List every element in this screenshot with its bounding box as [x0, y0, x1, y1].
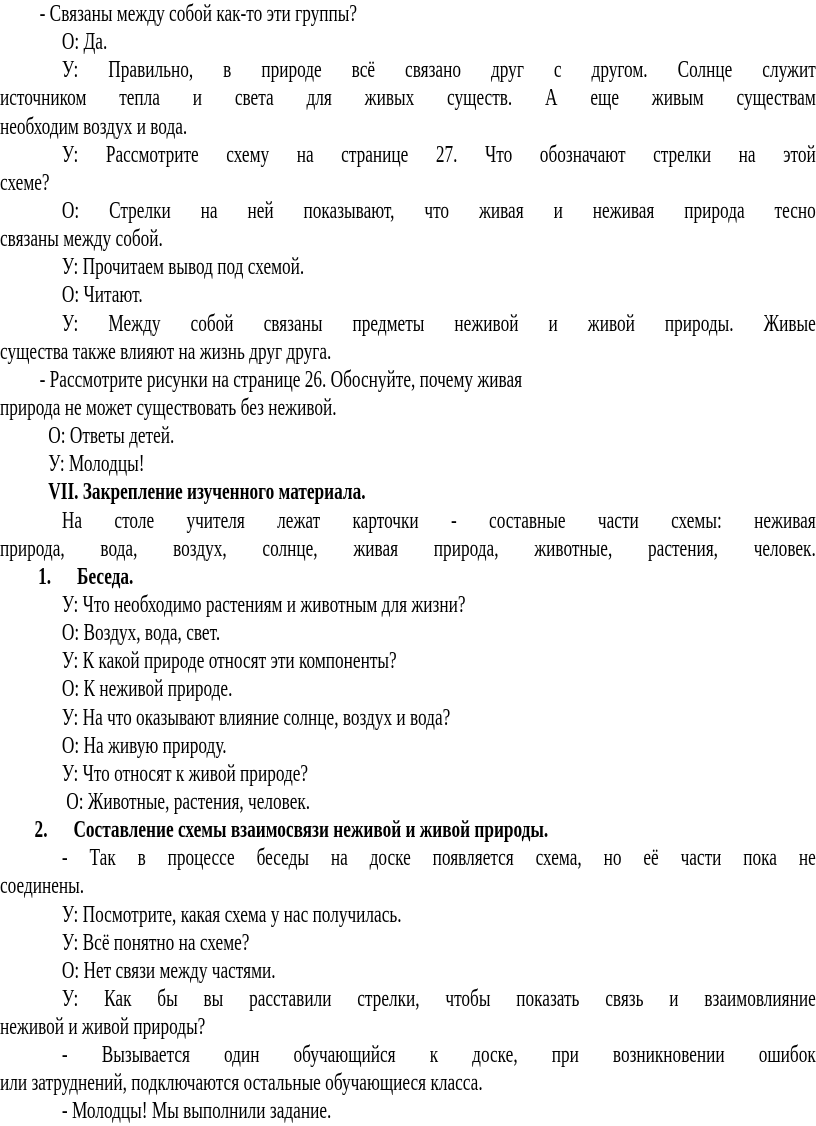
- paragraph-line: О: Воздух, вода, свет.: [61, 620, 221, 647]
- paragraph-line: У: Как бы вы расставили стрелки, чтобы показать связь и взаимовлияние: [61, 985, 816, 1012]
- paragraph-line: О: Ответы детей.: [48, 423, 175, 450]
- list-number: 2.: [34, 817, 48, 844]
- paragraph-line: природа, вода, воздух, солнце, живая природа, животные, растения, человек.: [0, 535, 816, 562]
- paragraph-line: У: Всё понятно на схеме?: [61, 929, 250, 956]
- paragraph-line: существа также влияют на жизнь друг друга.: [0, 338, 332, 365]
- paragraph-line: У: Что относят к живой природе?: [61, 760, 309, 787]
- section-heading: VII. Закрепление изученного материала.: [48, 479, 366, 506]
- paragraph-line: У: На что оказывают влияние солнце, воздух и вода?: [61, 704, 451, 731]
- paragraph-line: О: Стрелки на ней показывают, что живая и неживая природа тесно: [61, 197, 816, 224]
- paragraph-line: У: Посмотрите, какая схема у нас получилась.: [61, 901, 402, 928]
- paragraph-line: О: Да.: [61, 29, 108, 56]
- paragraph-line: О: К неживой природе.: [61, 676, 233, 703]
- paragraph-line: - Молодцы! Мы выполнили задание.: [61, 1098, 332, 1125]
- paragraph-line: О: Читают.: [61, 282, 143, 309]
- paragraph-line: необходим воздух и вода.: [0, 113, 188, 140]
- paragraph-line: У: К какой природе относят эти компоненты?: [61, 648, 397, 675]
- paragraph-line: - Вызывается один обучающийся к доске, при возникновении ошибок: [61, 1042, 816, 1069]
- paragraph-line: - Связаны между собой как-то эти группы?: [39, 1, 358, 27]
- paragraph-line: У: Что необходимо растениям и животным для жизни?: [61, 591, 466, 618]
- list-heading-text: Составление схемы взаимосвязи неживой и живой природы.: [73, 817, 549, 844]
- paragraph-line: природа не может существовать без неживой.: [0, 394, 337, 421]
- paragraph-line: У: Молодцы!: [48, 451, 145, 478]
- paragraph-line: У: Прочитаем вывод под схемой.: [61, 254, 305, 281]
- list-number: 1.: [38, 563, 52, 590]
- paragraph-line: схеме?: [0, 169, 50, 196]
- paragraph-line: У: Между собой связаны предметы неживой и живой природы. Живые: [61, 310, 816, 337]
- list-heading-1: [0, 563, 816, 591]
- paragraph-line: соединены.: [0, 873, 85, 900]
- paragraph-line: У: Правильно, в природе всё связано друг с другом. Солнце служит: [61, 57, 816, 84]
- paragraph-line: или затруднений, подключаются остальные обучающиеся класса.: [0, 1070, 483, 1097]
- paragraph-line: У: Рассмотрите схему на странице 27. Что обозначают стрелки на этой: [61, 141, 816, 168]
- list-heading-2: [0, 816, 816, 844]
- paragraph-line: О: Нет связи между частями.: [61, 957, 276, 984]
- paragraph-line: источником тепла и света для живых существ. А еще живым существам: [0, 85, 816, 112]
- list-heading-text: Беседа.: [77, 563, 134, 590]
- paragraph-line: О: Животные, растения, человек.: [66, 788, 311, 815]
- paragraph-line: неживой и живой природы?: [0, 1014, 206, 1041]
- paragraph-line: - Так в процессе беседы на доске появляется схема, но её части пока не: [61, 845, 816, 872]
- paragraph-line: О: На живую природу.: [61, 732, 227, 759]
- paragraph-line: - Рассмотрите рисунки на странице 26. Обоснуйте, почему живая: [39, 366, 523, 393]
- paragraph-line: На столе учителя лежат карточки - составные части схемы: неживая: [61, 507, 816, 534]
- paragraph-line: связаны между собой.: [0, 226, 163, 253]
